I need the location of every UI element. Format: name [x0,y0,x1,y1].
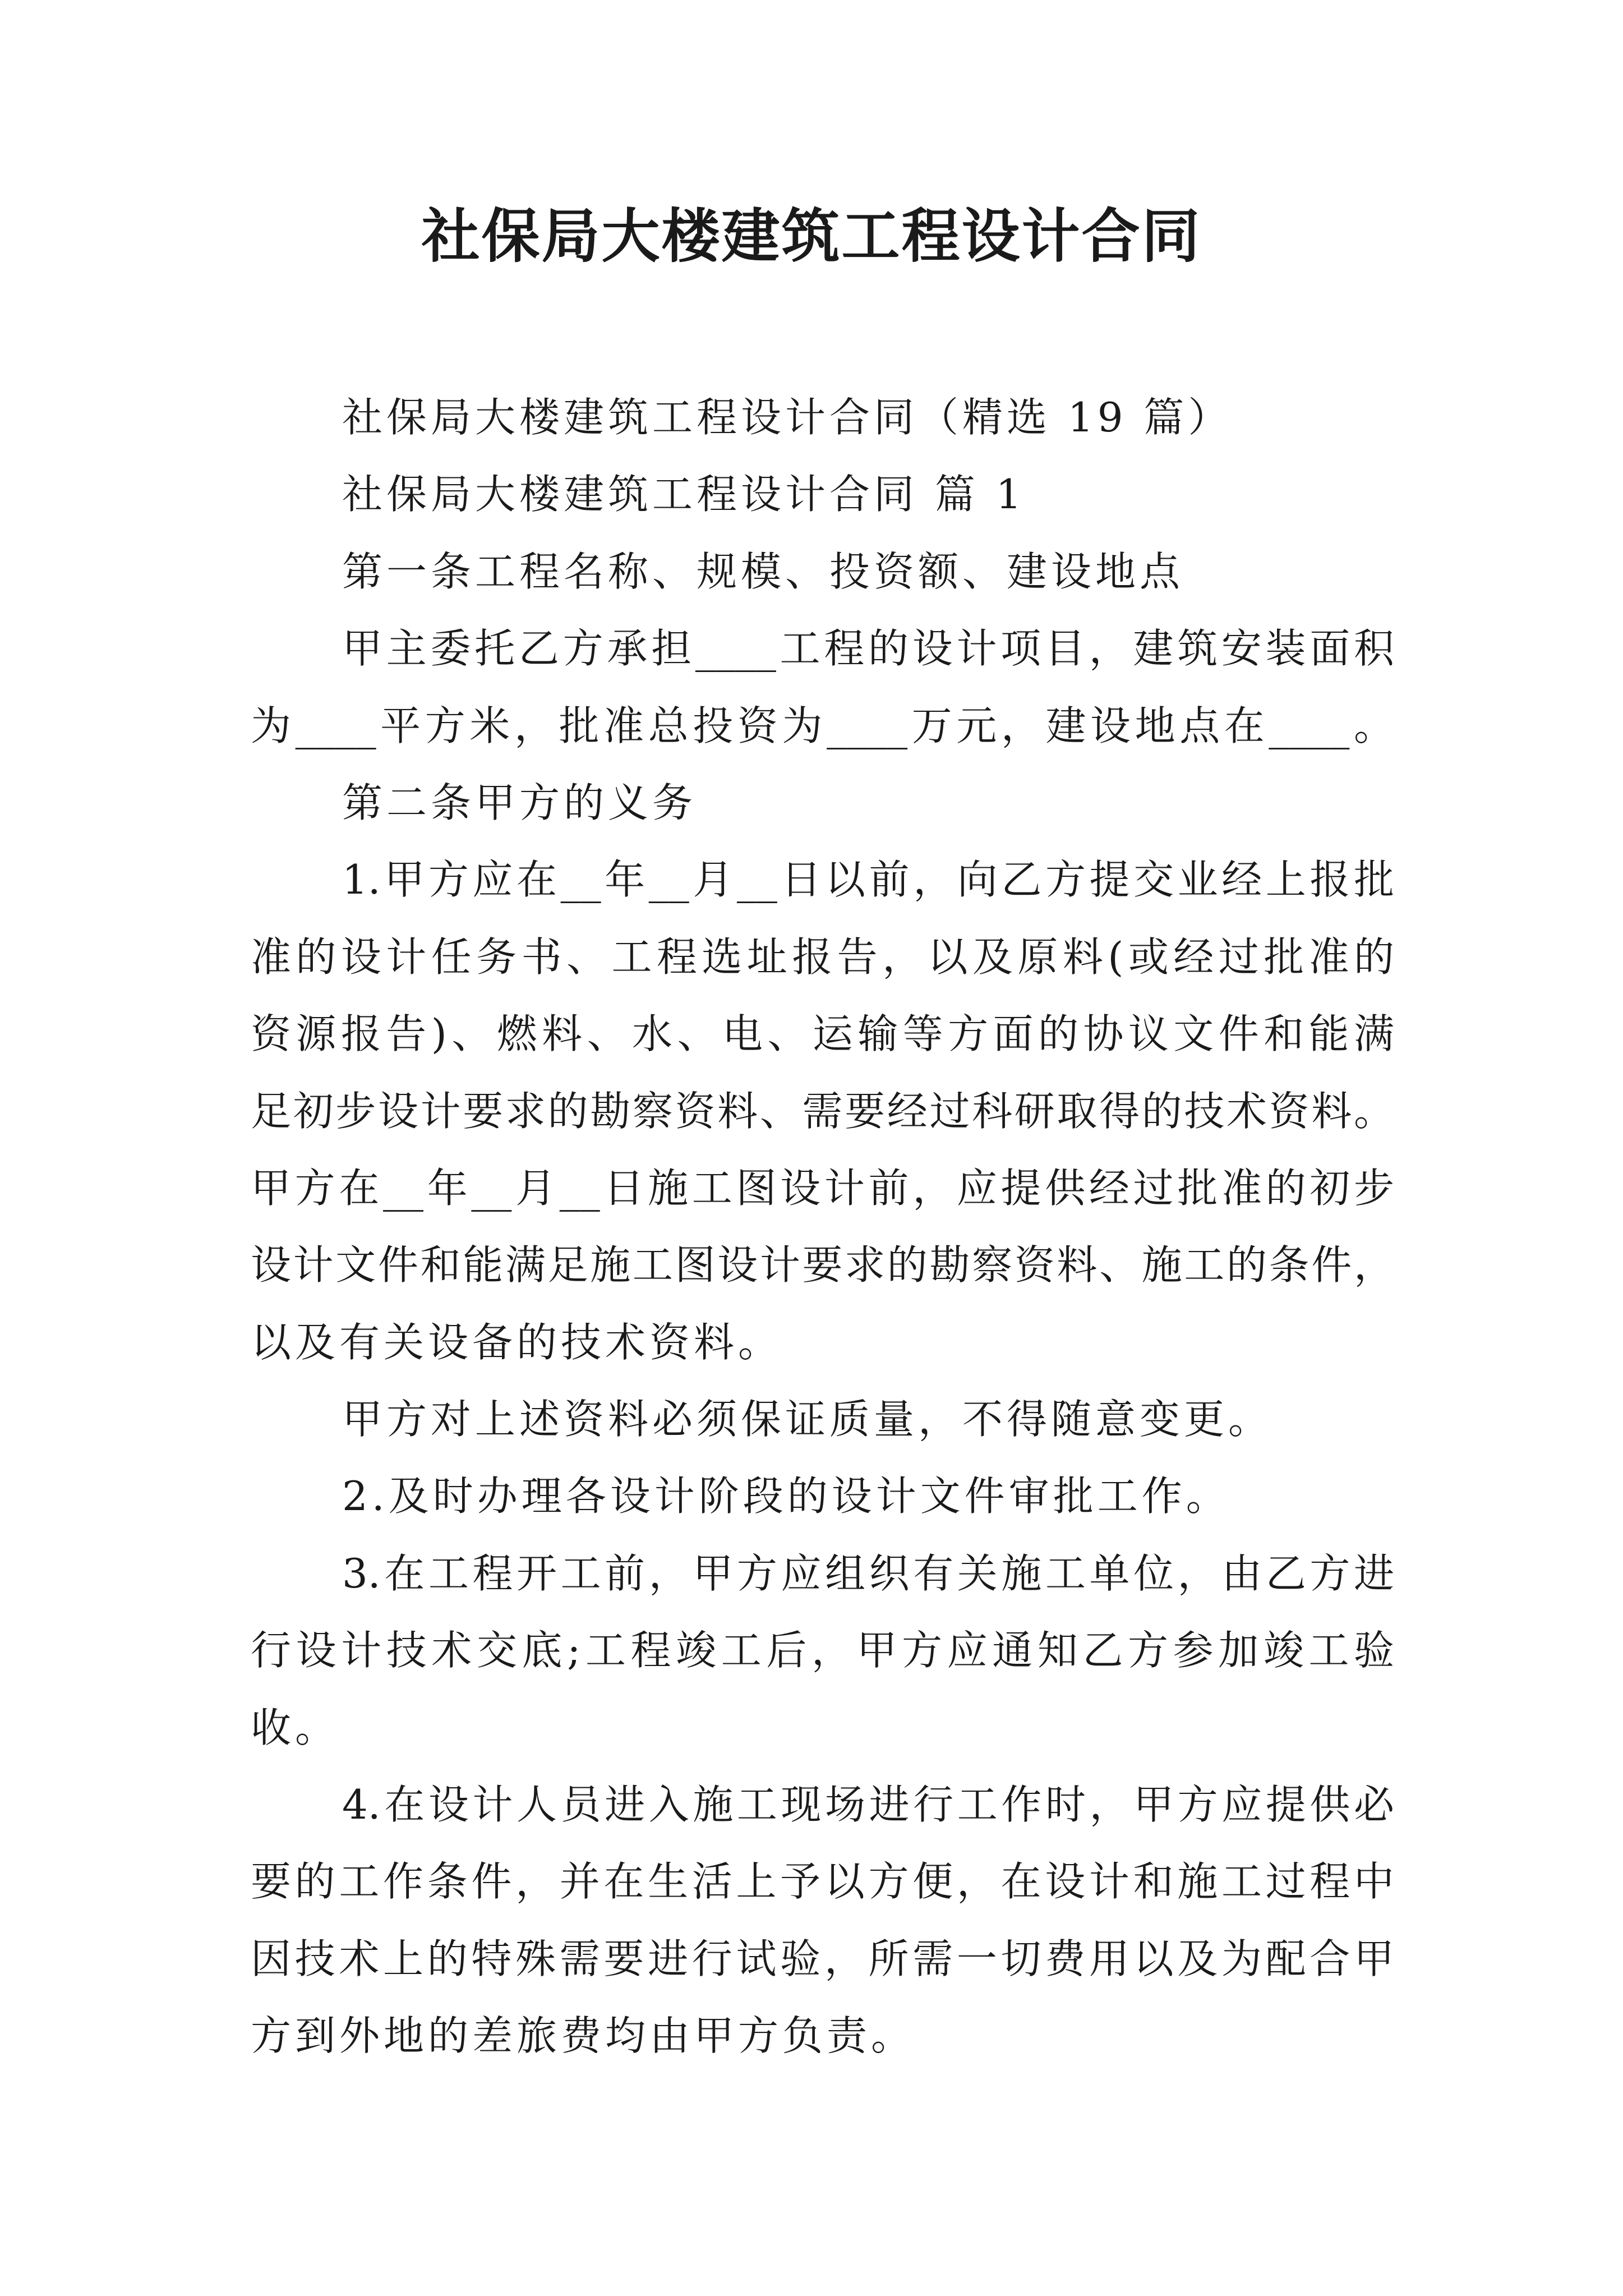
text-line: 第二条甲方的义务 [342,779,697,826]
text-line: 第一条工程名称、规模、投资额、建设地点 [342,547,1184,595]
text-line: 甲方对上述资料必须保证质量，不得随意变更。 [342,1396,1273,1443]
text-line: 资源报告)、燃料、水、电、运输等方面的协议文件和能满 [251,1010,1394,1058]
paragraph-clause-1 [251,841,1394,1381]
paragraph-heading-part [251,456,1394,533]
text-line: 因技术上的特殊需要进行试验，所需一切费用以及为配合甲 [251,1935,1394,1982]
text-line: 要的工作条件，并在生活上予以方便，在设计和施工过程中 [251,1858,1394,1906]
text-line: 以及有关设备的技术资料。 [251,1318,783,1366]
paragraph-article-1-heading [251,533,1394,610]
text-line: 4.在设计人员进入施工现场进行工作时，甲方应提供必 [342,1781,1394,1829]
text-line: 行设计技术交底;工程竣工后，甲方应通知乙方参加竣工验 [251,1627,1394,1674]
text-line: 1.甲方应在__年__月__日以前，向乙方提交业经上报批 [342,856,1394,904]
text-line: 收。 [251,1704,340,1751]
text-line: 准的设计任务书、工程选址报告，以及原料(或经过批准的 [251,933,1394,981]
paragraph-article-1-body [251,610,1394,765]
paragraph-heading-collection [251,379,1394,456]
text-line: 3.在工程开工前，甲方应组织有关施工单位，由乙方进 [342,1549,1394,1597]
document-title: 社保局大楼建筑工程设计合同 [421,201,1202,270]
text-line: 社保局大楼建筑工程设计合同 篇 1 [342,471,1026,518]
text-line: 为____平方米，批准总投资为____万元，建设地点在____。 [251,702,1394,749]
text-line: 足初步设计要求的勘察资料、需要经过科研取得的技术资料。 [251,1087,1394,1135]
paragraph-clause-3 [251,1535,1394,1766]
paragraph-clause-2 [251,1458,1394,1535]
text-line: 甲主委托乙方承担____工程的设计项目，建筑安装面积 [342,625,1394,673]
paragraph-quality-note [251,1381,1394,1458]
paragraph-clause-4 [251,1766,1394,2075]
text-line: 社保局大楼建筑工程设计合同（精选 19 篇） [342,394,1233,441]
paragraph-article-2-heading [251,765,1394,841]
text-line: 2.及时办理各设计阶段的设计文件审批工作。 [342,1473,1230,1520]
text-line: 甲方在__年__月__日施工图设计前，应提供经过批准的初步 [251,1164,1394,1212]
text-line: 方到外地的差旅费均由甲方负责。 [251,2012,916,2060]
document-body [251,379,1394,2075]
text-line: 设计文件和能满足施工图设计要求的勘察资料、施工的条件， [251,1241,1394,1289]
